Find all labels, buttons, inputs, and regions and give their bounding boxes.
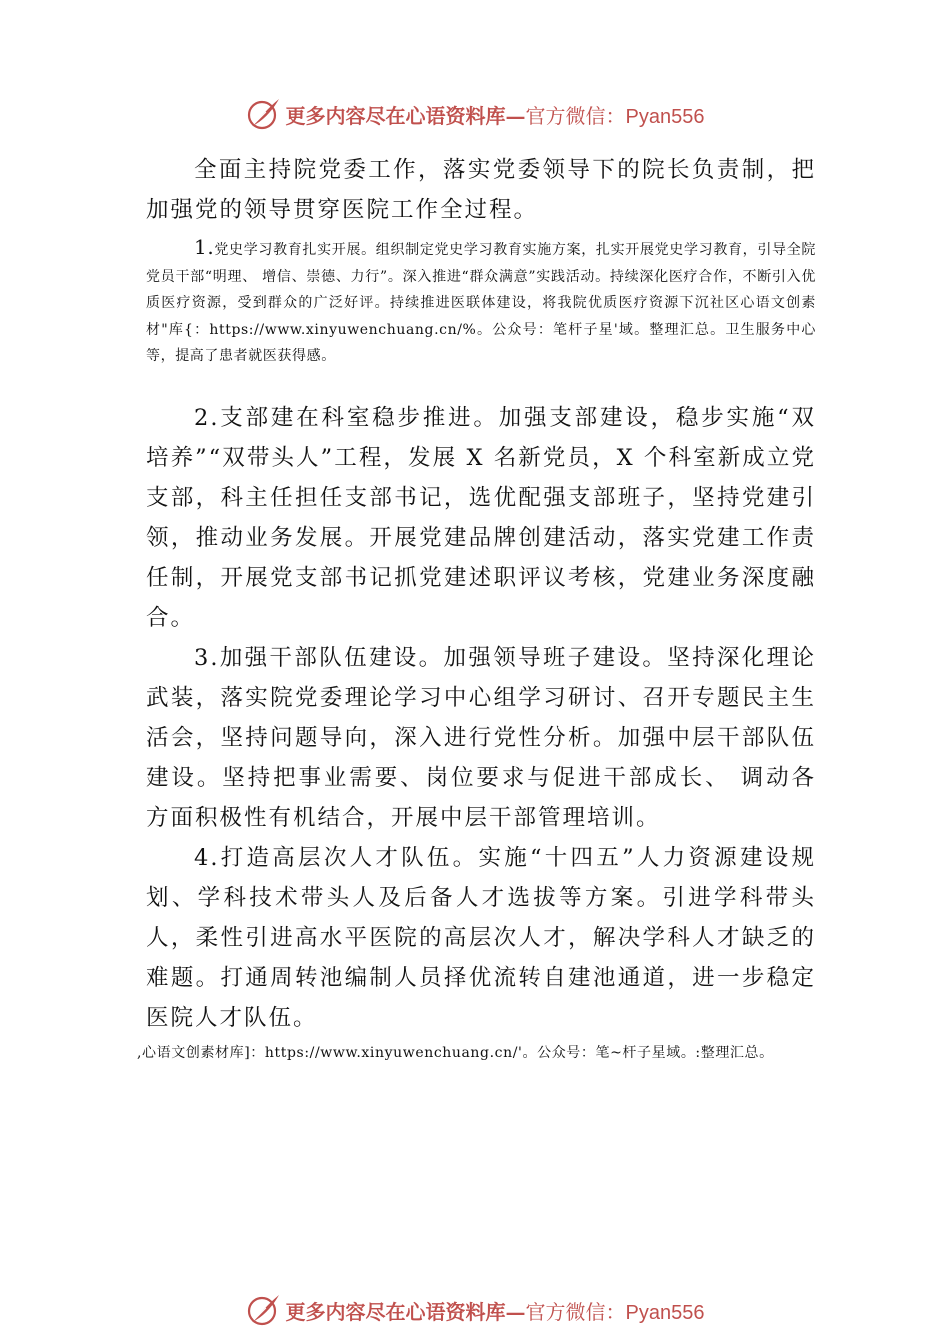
item1-number: 1. (194, 235, 215, 259)
banner-account: Pyan556 (625, 105, 705, 128)
banner-text (286, 100, 705, 129)
intro-block (146, 150, 816, 230)
banner-main: 更多内容尽在心语资料库 (285, 103, 506, 128)
source-footnote: ,心语文创素材库]：https://www.xinyuwenchuang.cn/'。公众号：笔~杆子星域。:整理汇总。 (137, 1045, 774, 1061)
feather-pen-logo-icon (246, 1292, 282, 1328)
item2-paragraph: 2.支部建在科室稳步推进。加强支部建设，稳步实施“双培养”“双带头人”工程，发展 X 名新党员，X 个科室新成立党支部，科主任担任支部书记，选优配强支部班子，坚持党建引领，推动业务发展。开展党建品牌创建活动，落实党建工作责任制，开展党支部书记抓党建述职评议考核，党建业务深度融合。 (146, 405, 816, 631)
item1-text: 党史学习教育扎实开展。组织制定党史学习教育实施方案，扎实开展党史学习教育，引导全院党员干部“明理、 增信、崇德、力行”。深入推进“群众满意”实践活动。持续深化医疗合作，不断引入优质医疗资源，受到群众的广泛好评。持续推进医联体建设，将我院优质医疗资源下沉社区心语文创素材"库{：https://www.xinyuwenchuang.cn/%。公众号：笔杆子星'域。整理汇总。卫生服务中心等，提高了患者就医获得感。 (146, 242, 816, 364)
banner-separator: — (505, 103, 526, 128)
banner-separator: — (505, 1299, 526, 1324)
items-block (146, 398, 816, 1038)
item3-paragraph: 3.加强干部队伍建设。加强领导班子建设。坚持深化理论武装，落实院党委理论学习中心组学习研讨、召开专题民主生活会，坚持问题导向，深入进行党性分析。加强中层干部队伍建设。坚持把事业需要、岗位要求与促进干部成长、 调动各方面积极性有机结合，开展中层干部管理培训。 (146, 645, 816, 831)
footer-banner (0, 1290, 950, 1330)
banner-wechat-label: 官方微信： (525, 103, 626, 128)
banner-wechat-label: 官方微信： (525, 1299, 626, 1324)
banner-text (286, 1296, 705, 1325)
header-banner (0, 94, 950, 134)
intro-paragraph: 全面主持院党委工作，落实党委领导下的院长负责制，把加强党的领导贯穿医院工作全过程。 (146, 157, 816, 223)
banner-account: Pyan556 (625, 1301, 705, 1324)
item1-paragraph (146, 234, 816, 370)
banner-main: 更多内容尽在心语资料库 (285, 1299, 506, 1324)
item4-paragraph: 4.打造高层次人才队伍。实施“十四五”人力资源建设规划、学科技术带头人及后备人才选拔等方案。引进学科带头人，柔性引进高水平医院的高层次人才，解决学科人才缺乏的难题。打通周转池编制人员择优流转自建池通道，进一步稳定医院人才队伍。 (146, 845, 816, 1031)
feather-pen-logo-icon (246, 96, 282, 132)
